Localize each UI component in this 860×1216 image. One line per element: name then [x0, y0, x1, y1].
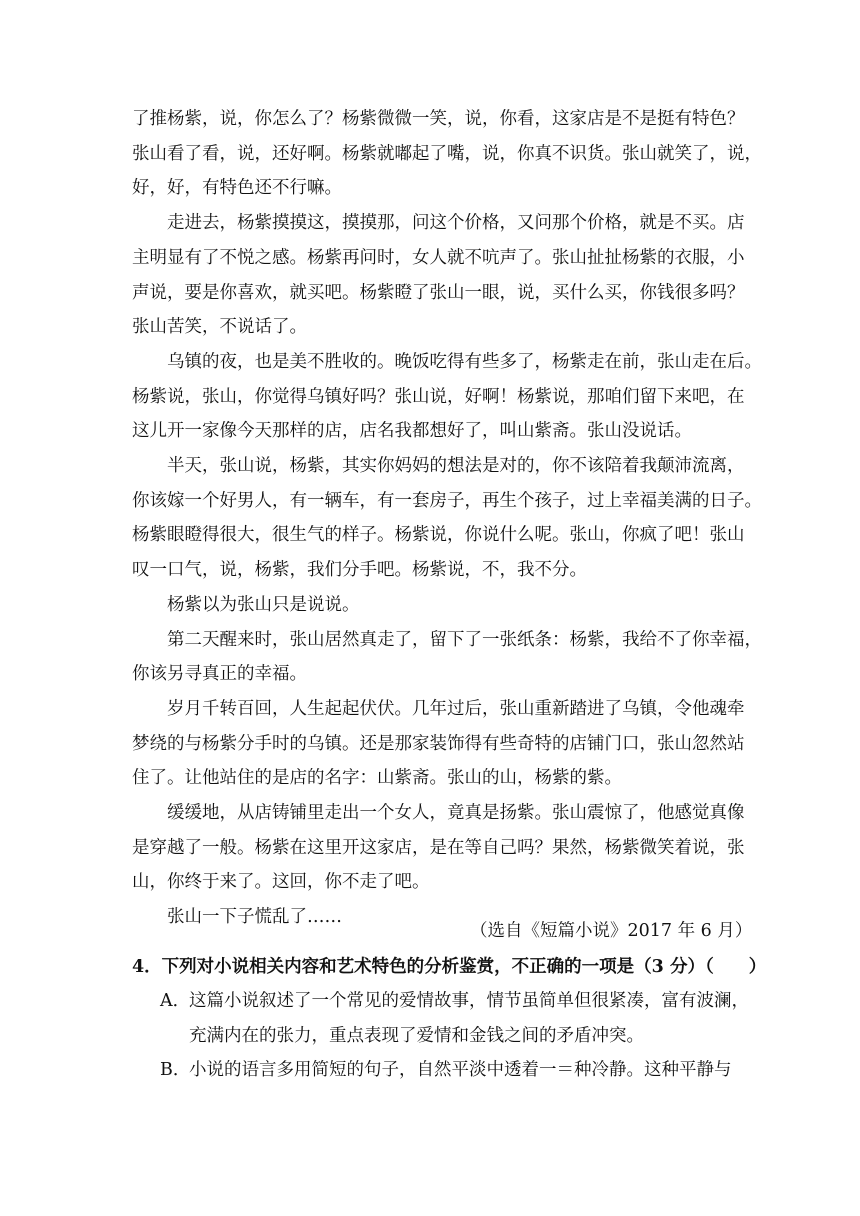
- story-line: 梦绕的与杨紫分手时的乌镇。还是那家装饰得有些奇特的店铺门口，张山忽然站: [132, 734, 745, 754]
- story-line: 张山苦笑，不说话了。: [132, 317, 307, 337]
- story-line: 杨紫眼瞪得很大，很生气的样子。杨紫说，你说什么呢。张山，你疯了吧！张山: [132, 525, 745, 545]
- source-citation: （选自《短篇小说》2017 年 6 月）: [470, 921, 753, 941]
- story-line: 叹一口气，说，杨紫，我们分手吧。杨紫说，不，我不分。: [132, 560, 587, 580]
- story-line: 杨紫说，张山，你觉得乌镇好吗？张山说，好啊！杨紫说，那咱们留下来吧，在: [132, 387, 745, 407]
- story-line: 好，好，有特色还不行嘛。: [132, 178, 342, 198]
- story-line: 半天，张山说，杨紫，其实你妈妈的想法是对的，你不该陪着我颠沛流离，: [132, 456, 745, 476]
- story-line: 山，你终于来了。这回，你不走了吧。: [132, 872, 430, 892]
- story-line: 是穿越了一般。杨紫在这里开这家店，是在等自己吗？果然，杨紫微笑着说，张: [132, 838, 745, 858]
- story-line: 这儿开一家像今天那样的店，店名我都想好了，叫山紫斋。张山没说话。: [132, 421, 692, 441]
- option-b-label: B．: [160, 1060, 191, 1080]
- story-line: 住了。让他站住的是店的名字：山紫斋。张山的山，杨紫的紫。: [132, 768, 622, 788]
- story-line: 乌镇的夜，也是美不胜收的。晚饭吃得有些多了，杨紫走在前，张山走在后。: [132, 352, 762, 372]
- story-line: 张山看了看，说，还好啊。杨紫就嘟起了嘴，说，你真不识货。张山就笑了，说，: [132, 144, 762, 164]
- story-line: 岁月千转百回，人生起起伏伏。几年过后，张山重新踏进了乌镇，令他魂牵: [132, 699, 745, 719]
- option-b-text-line: 小说的语言多用简短的句子，自然平淡中透着一＝种冷静。这种平静与: [189, 1060, 732, 1080]
- story-line: 杨紫以为张山只是说说。: [132, 595, 360, 615]
- story-line: 第二天醒来时，张山居然真走了，留下了一张纸条：杨紫，我给不了你幸福，: [132, 630, 762, 650]
- option-a-text-line: 这篇小说叙述了一个常见的爱情故事，情节虽简单但很紧凑，富有波澜，: [189, 991, 749, 1011]
- story-line: 缓缓地，从店铸铺里走出一个女人，竟真是扬紫。张山震惊了，他感觉真像: [132, 803, 745, 823]
- story-line: 主明显有了不悦之感。杨紫再问时，女人就不吭声了。张山扯扯杨紫的衣服，小: [132, 248, 745, 268]
- story-line: 走进去，杨紫摸摸这，摸摸那，问这个价格，又问那个价格，就是不买。店: [132, 213, 745, 233]
- story-line: 张山一下子慌乱了……: [132, 907, 342, 927]
- option-a-label: A．: [160, 991, 191, 1011]
- option-a-text-line: 充满内在的张力，重点表现了爱情和金钱之间的矛盾冲突。: [189, 1026, 644, 1046]
- story-line: 了推杨紫，说，你怎么了？杨紫微微一笑，说，你看，这家店是不是挺有特色？: [132, 109, 745, 129]
- question-4: 4．下列对小说相关内容和艺术特色的分析鉴赏，不正确的一项是（3 分）（ ）: [132, 957, 767, 977]
- story-line: 声说，要是你喜欢，就买吧。杨紫瞪了张山一眼，说，买什么买，你钱很多吗？: [132, 283, 745, 303]
- story-line: 你该嫁一个好男人，有一辆车，有一套房子，再生个孩子，过上幸福美满的日子。: [132, 491, 762, 511]
- story-line: 你该另寻真正的幸福。: [132, 664, 307, 684]
